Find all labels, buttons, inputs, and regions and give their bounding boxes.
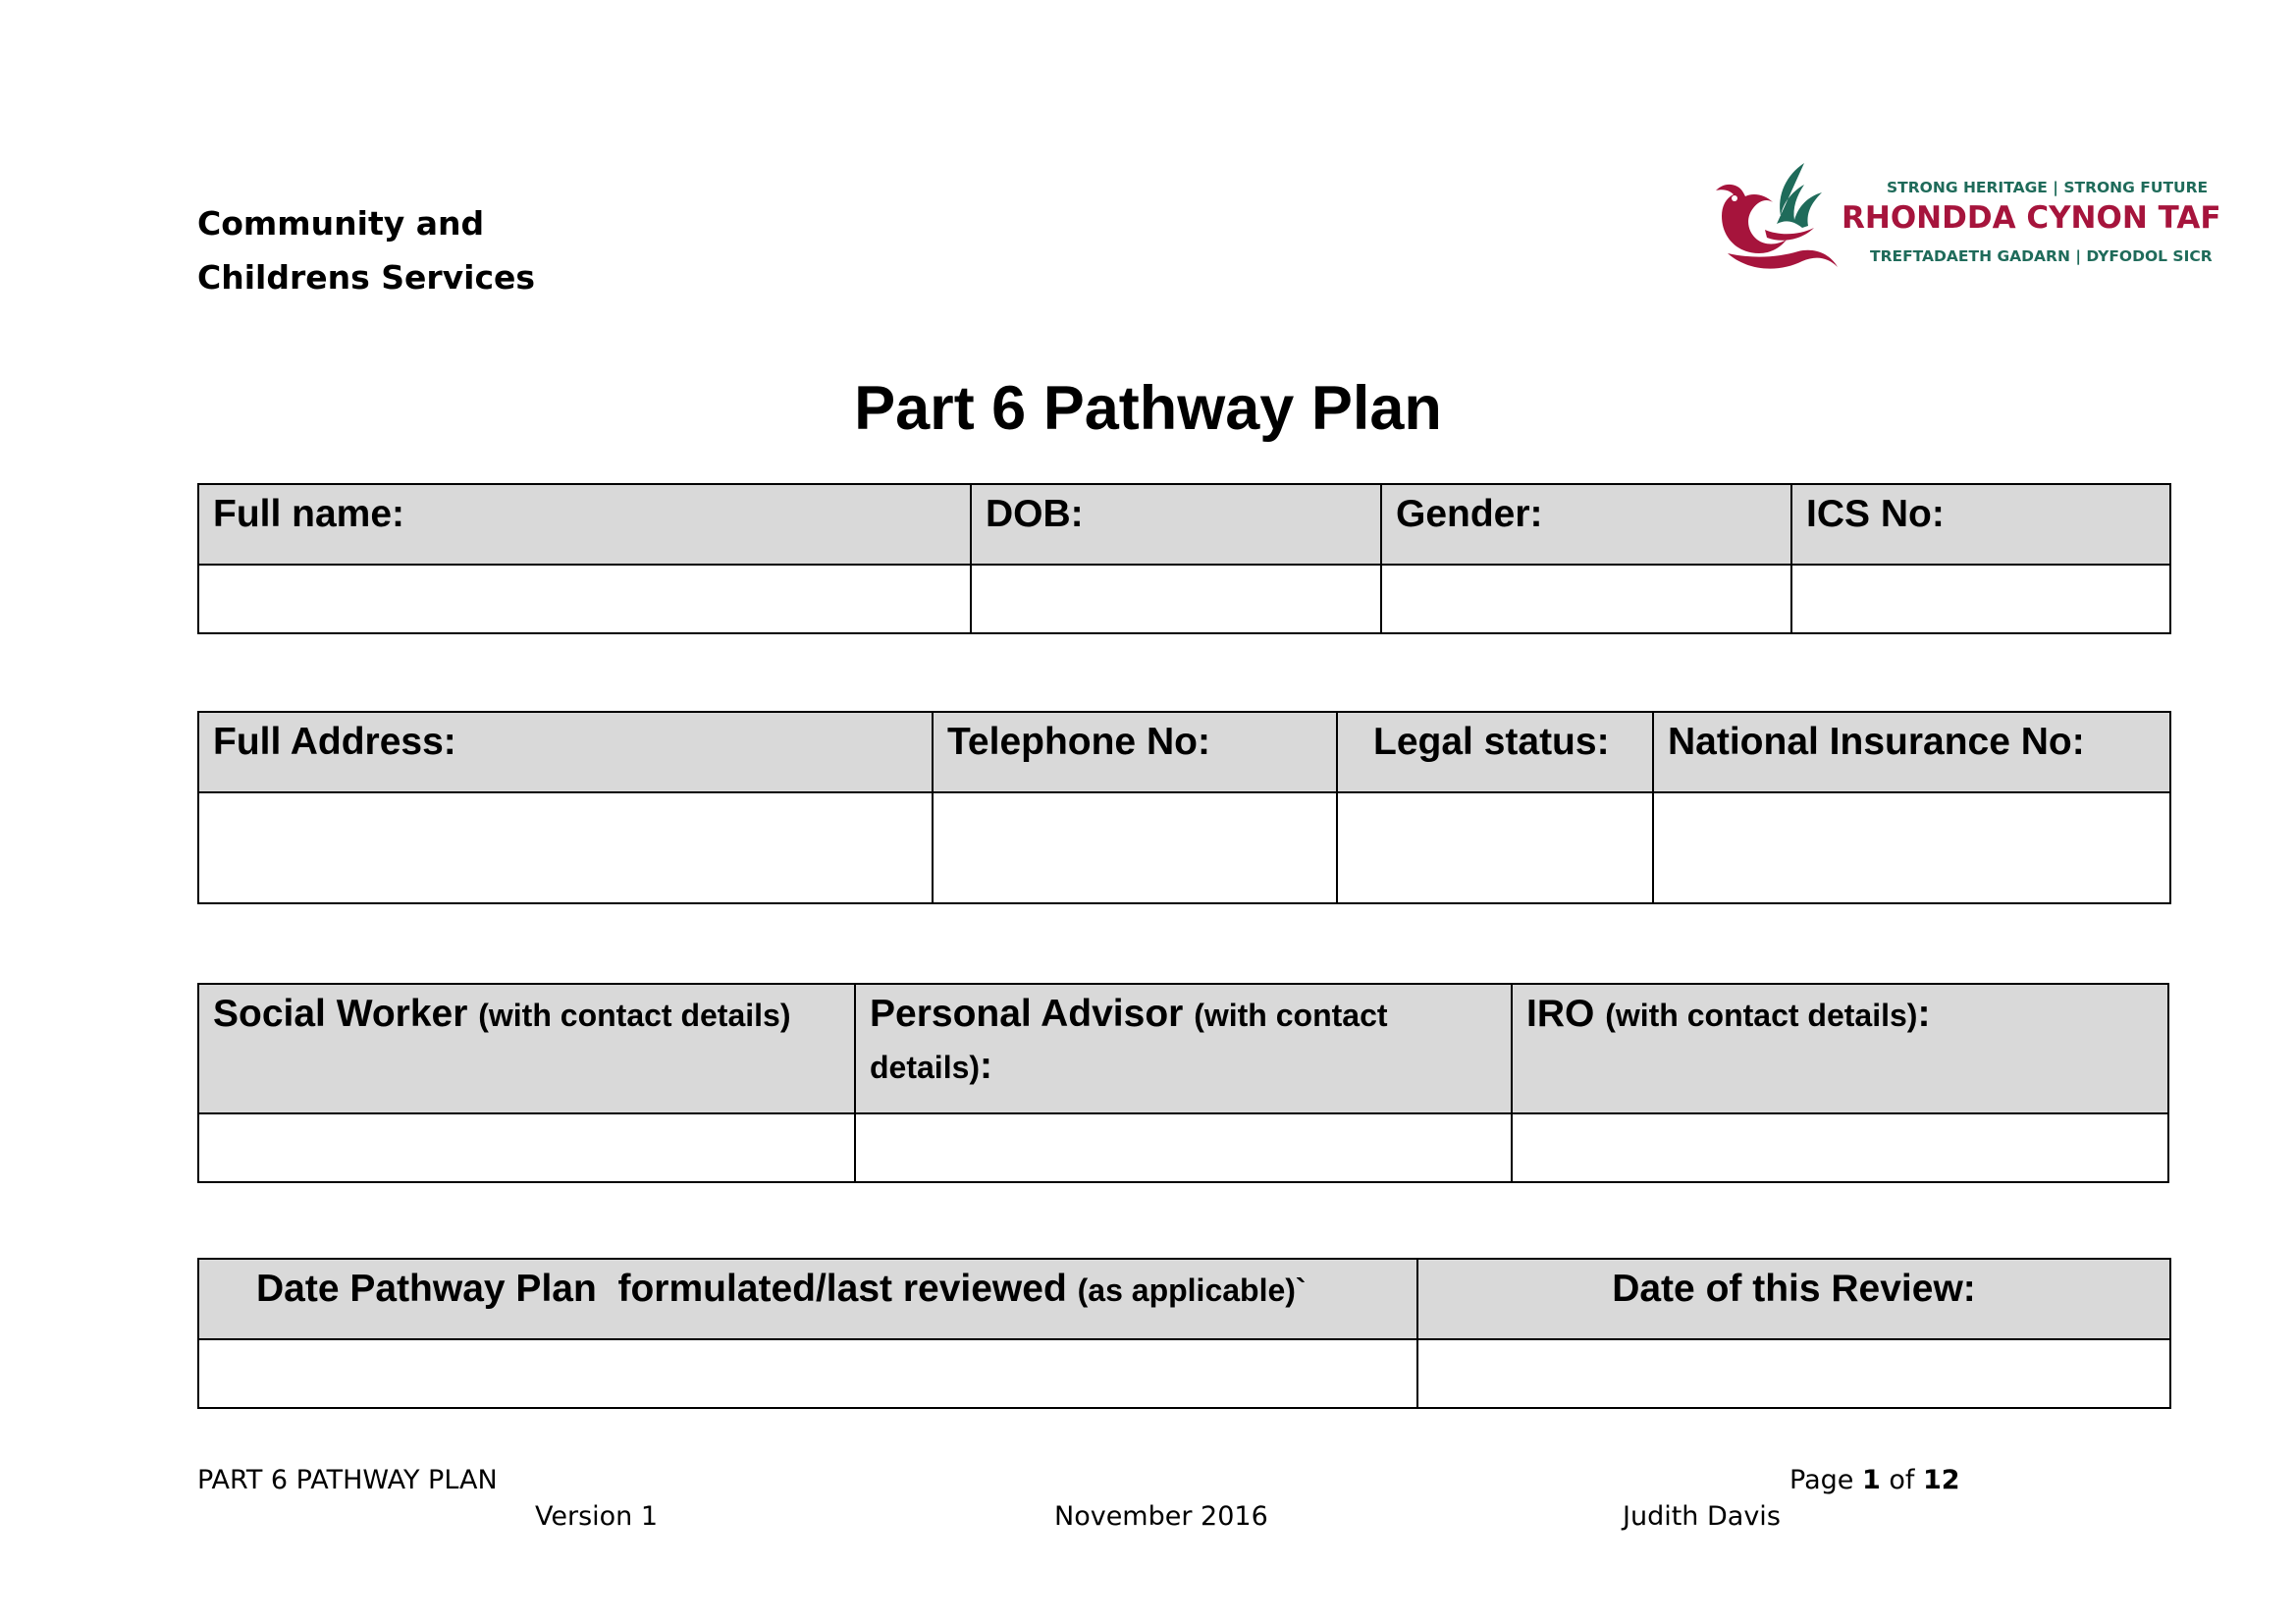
iro-label: [1513, 985, 2167, 1041]
social-worker-note: (with contact details): [478, 998, 791, 1033]
date-review-label: Date of this Review:: [1612, 1268, 1976, 1310]
personal-advisor-note: (with contact details): [870, 998, 1388, 1085]
iro-colon: :: [1917, 993, 1931, 1035]
footer-doc-name: PART 6 PATHWAY PLAN: [197, 1465, 498, 1495]
dob-field[interactable]: [971, 565, 1381, 633]
iro-note: (with contact details): [1605, 998, 1918, 1033]
ni-no-header: [1653, 712, 2170, 792]
iro-title: IRO: [1526, 993, 1595, 1035]
date-formulated-label: [199, 1260, 1416, 1316]
full-address-header: [198, 712, 933, 792]
personal-advisor-label: [856, 985, 1511, 1093]
gender-label: Gender:: [1396, 493, 1543, 535]
review-dates-table: [197, 1258, 2171, 1409]
page-of: of: [1880, 1465, 1923, 1495]
telephone-header: [933, 712, 1337, 792]
date-formulated-field[interactable]: [198, 1339, 1417, 1408]
council-logo: [1708, 155, 2228, 288]
full-name-field[interactable]: [198, 565, 971, 633]
footer-date: November 2016: [1054, 1501, 1268, 1532]
full-name-header: [198, 484, 971, 565]
social-worker-label: [199, 985, 854, 1041]
contact-details-table: [197, 711, 2171, 904]
date-formulated-header: [198, 1259, 1417, 1339]
ics-no-label: ICS No:: [1806, 493, 1945, 535]
page-title: Part 6 Pathway Plan: [854, 374, 1442, 443]
dragon-logo-icon: [1708, 155, 1841, 288]
org-line-2: Childrens Services: [197, 258, 536, 297]
date-review-header: [1417, 1259, 2170, 1339]
date-formulated-note: (as applicable)`: [1077, 1272, 1307, 1308]
iro-header: [1512, 984, 2168, 1113]
page-current: 1: [1861, 1465, 1881, 1495]
full-address-field[interactable]: [198, 792, 933, 903]
gender-field[interactable]: [1381, 565, 1791, 633]
social-worker-header: [198, 984, 855, 1113]
dob-label: DOB:: [986, 493, 1084, 535]
personal-details-table: [197, 483, 2171, 634]
ni-no-field[interactable]: [1653, 792, 2170, 903]
full-address-label: Full Address:: [213, 721, 456, 763]
org-line-1: Community and: [197, 204, 485, 243]
organisation-name: [197, 196, 535, 304]
telephone-label: Telephone No:: [947, 721, 1210, 763]
legal-status-field[interactable]: [1337, 792, 1653, 903]
date-review-field[interactable]: [1417, 1339, 2170, 1408]
logo-tagline-welsh: TREFTADAETH GADARN | DYFODOL SICR: [1870, 247, 2213, 265]
ni-no-label: National Insurance No:: [1668, 721, 2085, 763]
gender-header: [1381, 484, 1791, 565]
legal-status-header: [1337, 712, 1653, 792]
professionals-table: [197, 983, 2169, 1183]
ics-no-field[interactable]: [1791, 565, 2170, 633]
footer-version: Version 1: [535, 1501, 659, 1532]
page-prefix: Page: [1789, 1465, 1862, 1495]
date-formulated-title: Date Pathway Plan formulated/last reviewed: [256, 1268, 1067, 1310]
telephone-field[interactable]: [933, 792, 1337, 903]
personal-advisor-title: Personal Advisor: [870, 993, 1184, 1035]
personal-advisor-field[interactable]: [855, 1113, 1512, 1182]
ics-no-header: [1791, 484, 2170, 565]
personal-advisor-colon: :: [980, 1045, 993, 1087]
iro-field[interactable]: [1512, 1113, 2168, 1182]
legal-status-label: Legal status:: [1373, 721, 1610, 763]
footer-page-number: [1789, 1465, 1960, 1495]
social-worker-title: Social Worker: [213, 993, 468, 1035]
full-name-label: Full name:: [213, 493, 405, 535]
page-total: 12: [1922, 1465, 1960, 1495]
social-worker-field[interactable]: [198, 1113, 855, 1182]
personal-advisor-header: [855, 984, 1512, 1113]
logo-tagline-english: STRONG HERITAGE | STRONG FUTURE: [1887, 179, 2209, 196]
logo-council-name: RHONDDA CYNON TAF: [1842, 200, 2221, 236]
dob-header: [971, 484, 1381, 565]
footer-author: Judith Davis: [1623, 1501, 1781, 1532]
